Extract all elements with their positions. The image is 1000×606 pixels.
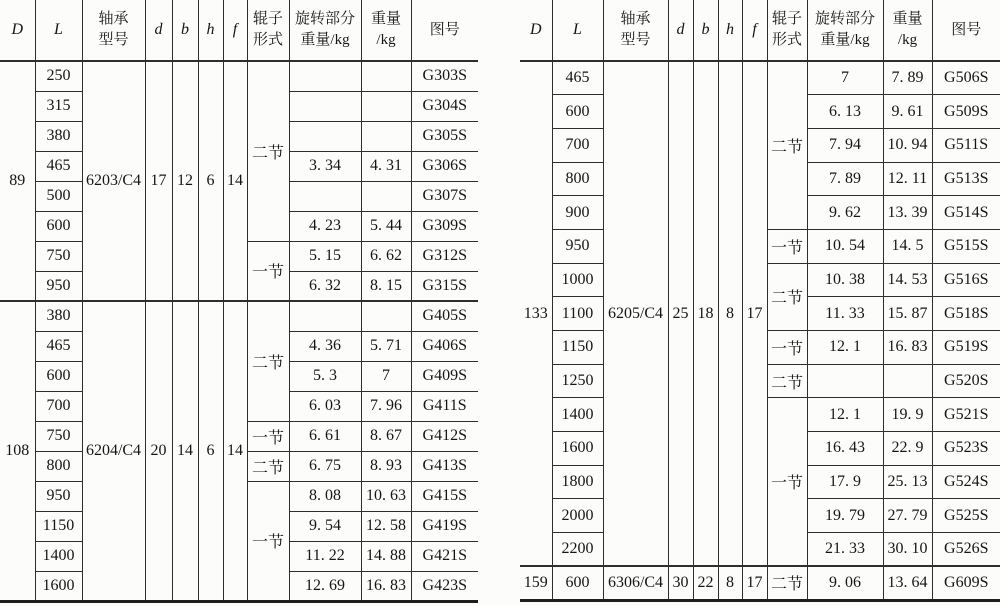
cell-rotating-weight: 17. 9 <box>807 465 883 499</box>
cell-dim-d: 17 <box>145 61 172 301</box>
col-header-L: L <box>552 0 603 61</box>
col-header-rotating-weight <box>289 0 361 61</box>
col-header-weight-line2: /kg <box>897 32 918 48</box>
cell-weight: 15. 87 <box>883 297 932 331</box>
cell-figure-number: G411S <box>411 391 478 421</box>
cell-weight: 14. 53 <box>883 263 932 297</box>
cell-figure-number: G419S <box>411 511 478 541</box>
cell-figure-number: G518S <box>932 297 1000 331</box>
cell-figure-number: G306S <box>411 151 478 181</box>
cell-length-L: 950 <box>35 481 82 511</box>
cell-rotating-weight <box>289 61 361 91</box>
cell-length-L: 1400 <box>552 398 603 432</box>
cell-roller-form: 一节 <box>767 398 807 566</box>
cell-figure-number: G523S <box>932 432 1000 466</box>
cell-roller-form: 一节 <box>247 421 289 451</box>
col-header-roller-form <box>247 0 289 61</box>
cell-weight: 13. 64 <box>883 566 932 600</box>
col-header-rotating-line2: 重量/kg <box>820 32 870 48</box>
cell-figure-number: G303S <box>411 61 478 91</box>
col-header-rotating-line1: 旋转部分 <box>814 11 875 27</box>
cell-rotating-weight: 12. 1 <box>807 398 883 432</box>
col-header-roller-line1: 辊子 <box>771 11 802 27</box>
col-header-rotating-weight <box>807 0 883 61</box>
cell-figure-number: G406S <box>411 331 478 361</box>
cell-dim-h: 6 <box>198 301 223 601</box>
cell-length-L: 1250 <box>552 364 603 398</box>
col-header-weight <box>883 0 932 61</box>
cell-bearing-model: 6203/C4 <box>82 61 145 301</box>
cell-rotating-weight <box>289 121 361 151</box>
col-header-roller-line2: 形式 <box>252 32 283 48</box>
cell-diameter-D: 133 <box>520 61 552 566</box>
cell-dim-d: 30 <box>668 566 693 600</box>
cell-figure-number: G526S <box>932 533 1000 567</box>
cell-length-L: 1400 <box>35 541 82 571</box>
cell-figure-number: G307S <box>411 181 478 211</box>
cell-figure-number: G305S <box>411 121 478 151</box>
cell-length-L: 700 <box>552 128 603 162</box>
cell-figure-number: G405S <box>411 301 478 331</box>
cell-length-L: 950 <box>35 271 82 301</box>
cell-dim-b: 18 <box>693 61 718 566</box>
cell-length-L: 380 <box>35 301 82 331</box>
col-header-roller-form <box>767 0 807 61</box>
cell-figure-number: G513S <box>932 162 1000 196</box>
cell-figure-number: G525S <box>932 499 1000 533</box>
cell-weight: 25. 13 <box>883 465 932 499</box>
cell-bearing-model: 6306/C4 <box>603 566 668 600</box>
col-header-D: D <box>0 0 35 61</box>
cell-length-L: 465 <box>552 61 603 95</box>
cell-length-L: 500 <box>35 181 82 211</box>
cell-dim-h: 6 <box>198 61 223 301</box>
col-header-h: h <box>718 0 742 61</box>
cell-roller-form: 二节 <box>247 301 289 421</box>
cell-weight: 8. 93 <box>361 451 411 481</box>
header-row <box>0 0 478 61</box>
cell-weight: 10. 94 <box>883 128 932 162</box>
cell-figure-number: G521S <box>932 398 1000 432</box>
col-header-bearing-line1: 轴承 <box>98 11 129 27</box>
spec-table-right <box>520 0 1000 602</box>
table-row <box>520 566 1000 600</box>
header-row <box>520 0 1000 61</box>
cell-length-L: 1150 <box>552 331 603 365</box>
col-header-weight-line2: /kg <box>376 32 396 48</box>
col-header-D: D <box>520 0 552 61</box>
col-header-figure-number: 图号 <box>411 0 478 61</box>
cell-figure-number: G609S <box>932 566 1000 600</box>
cell-figure-number: G524S <box>932 465 1000 499</box>
cell-roller-form: 一节 <box>247 241 289 301</box>
cell-rotating-weight: 11. 22 <box>289 541 361 571</box>
cell-figure-number: G519S <box>932 331 1000 365</box>
cell-rotating-weight <box>289 91 361 121</box>
cell-rotating-weight <box>807 364 883 398</box>
cell-weight: 12. 11 <box>883 162 932 196</box>
cell-weight: 7 <box>361 361 411 391</box>
cell-rotating-weight: 5. 15 <box>289 241 361 271</box>
cell-figure-number: G515S <box>932 229 1000 263</box>
cell-figure-number: G312S <box>411 241 478 271</box>
cell-weight: 19. 9 <box>883 398 932 432</box>
cell-length-L: 950 <box>552 229 603 263</box>
cell-diameter-D: 108 <box>0 301 35 601</box>
cell-weight: 14. 88 <box>361 541 411 571</box>
cell-rotating-weight: 21. 33 <box>807 533 883 567</box>
cell-length-L: 1600 <box>552 432 603 466</box>
cell-weight <box>361 91 411 121</box>
cell-rotating-weight: 11. 33 <box>807 297 883 331</box>
table-row <box>520 61 1000 95</box>
cell-dim-h: 8 <box>718 566 742 600</box>
cell-weight <box>361 61 411 91</box>
table-row <box>0 301 478 331</box>
col-header-weight-line1: 重量 <box>370 11 401 27</box>
cell-bearing-model: 6205/C4 <box>603 61 668 566</box>
col-header-h: h <box>198 0 223 61</box>
cell-length-L: 600 <box>35 211 82 241</box>
cell-rotating-weight: 6. 13 <box>807 95 883 129</box>
cell-figure-number: G409S <box>411 361 478 391</box>
cell-roller-form: 二节 <box>767 566 807 600</box>
cell-rotating-weight: 4. 36 <box>289 331 361 361</box>
cell-roller-form: 二节 <box>767 61 807 229</box>
cell-weight <box>361 181 411 211</box>
cell-roller-form: 二节 <box>247 61 289 241</box>
cell-weight <box>361 121 411 151</box>
cell-roller-form: 二节 <box>767 364 807 398</box>
cell-weight: 27. 79 <box>883 499 932 533</box>
cell-length-L: 2000 <box>552 499 603 533</box>
col-header-bearing-model <box>603 0 668 61</box>
cell-weight: 9. 61 <box>883 95 932 129</box>
col-header-roller-line1: 辊子 <box>252 11 283 27</box>
cell-weight <box>883 364 932 398</box>
cell-length-L: 1150 <box>35 511 82 541</box>
cell-length-L: 465 <box>35 151 82 181</box>
col-header-f: f <box>223 0 247 61</box>
cell-length-L: 250 <box>35 61 82 91</box>
cell-length-L: 1100 <box>552 297 603 331</box>
cell-dim-b: 14 <box>172 301 198 601</box>
cell-length-L: 380 <box>35 121 82 151</box>
cell-rotating-weight: 12. 1 <box>807 331 883 365</box>
cell-roller-form: 一节 <box>767 229 807 263</box>
cell-dim-b: 22 <box>693 566 718 600</box>
col-header-f: f <box>742 0 767 61</box>
cell-rotating-weight: 12. 69 <box>289 571 361 601</box>
cell-figure-number: G506S <box>932 61 1000 95</box>
cell-dim-f: 14 <box>223 61 247 301</box>
cell-rotating-weight: 4. 23 <box>289 211 361 241</box>
cell-figure-number: G516S <box>932 263 1000 297</box>
cell-rotating-weight: 5. 3 <box>289 361 361 391</box>
cell-rotating-weight: 9. 54 <box>289 511 361 541</box>
cell-figure-number: G415S <box>411 481 478 511</box>
cell-rotating-weight: 9. 62 <box>807 196 883 230</box>
cell-bearing-model: 6204/C4 <box>82 301 145 601</box>
col-header-rotating-line2: 重量/kg <box>300 32 350 48</box>
cell-figure-number: G413S <box>411 451 478 481</box>
cell-rotating-weight: 6. 75 <box>289 451 361 481</box>
cell-weight: 5. 44 <box>361 211 411 241</box>
col-header-b: b <box>172 0 198 61</box>
cell-weight: 8. 67 <box>361 421 411 451</box>
cell-length-L: 1000 <box>552 263 603 297</box>
cell-length-L: 1600 <box>35 571 82 601</box>
cell-length-L: 2200 <box>552 533 603 567</box>
cell-figure-number: G514S <box>932 196 1000 230</box>
cell-length-L: 315 <box>35 91 82 121</box>
cell-weight: 16. 83 <box>361 571 411 601</box>
cell-dim-d: 20 <box>145 301 172 601</box>
cell-weight: 5. 71 <box>361 331 411 361</box>
cell-length-L: 600 <box>552 566 603 600</box>
cell-length-L: 900 <box>552 196 603 230</box>
cell-rotating-weight <box>289 301 361 331</box>
cell-weight: 10. 63 <box>361 481 411 511</box>
cell-diameter-D: 159 <box>520 566 552 600</box>
cell-dim-b: 12 <box>172 61 198 301</box>
col-header-bearing-line1: 轴承 <box>620 11 651 27</box>
cell-rotating-weight: 9. 06 <box>807 566 883 600</box>
cell-roller-form: 二节 <box>767 263 807 330</box>
cell-length-L: 750 <box>35 421 82 451</box>
cell-length-L: 600 <box>552 95 603 129</box>
spec-table-left <box>0 0 478 603</box>
cell-figure-number: G520S <box>932 364 1000 398</box>
cell-rotating-weight: 7. 94 <box>807 128 883 162</box>
col-header-d: d <box>145 0 172 61</box>
col-header-weight-line1: 重量 <box>892 11 923 27</box>
cell-length-L: 800 <box>35 451 82 481</box>
cell-rotating-weight: 10. 38 <box>807 263 883 297</box>
cell-roller-form: 二节 <box>247 451 289 481</box>
cell-rotating-weight <box>289 181 361 211</box>
cell-dim-f: 17 <box>742 61 767 566</box>
cell-rotating-weight: 6. 61 <box>289 421 361 451</box>
cell-length-L: 700 <box>35 391 82 421</box>
cell-weight: 14. 5 <box>883 229 932 263</box>
cell-weight: 12. 58 <box>361 511 411 541</box>
cell-length-L: 465 <box>35 331 82 361</box>
table-row <box>0 61 478 91</box>
cell-rotating-weight: 6. 03 <box>289 391 361 421</box>
cell-weight <box>361 301 411 331</box>
cell-diameter-D: 89 <box>0 61 35 301</box>
col-header-bearing-line2: 型号 <box>98 32 129 48</box>
cell-figure-number: G511S <box>932 128 1000 162</box>
cell-weight: 8. 15 <box>361 271 411 301</box>
col-header-roller-line2: 形式 <box>771 32 802 48</box>
cell-length-L: 750 <box>35 241 82 271</box>
cell-dim-h: 8 <box>718 61 742 566</box>
cell-rotating-weight: 16. 43 <box>807 432 883 466</box>
cell-dim-d: 25 <box>668 61 693 566</box>
cell-figure-number: G421S <box>411 541 478 571</box>
cell-roller-form: 一节 <box>247 481 289 601</box>
cell-weight: 13. 39 <box>883 196 932 230</box>
col-header-weight <box>361 0 411 61</box>
col-header-d: d <box>668 0 693 61</box>
cell-dim-f: 14 <box>223 301 247 601</box>
cell-figure-number: G423S <box>411 571 478 601</box>
col-header-b: b <box>693 0 718 61</box>
cell-rotating-weight: 19. 79 <box>807 499 883 533</box>
col-header-figure-number: 图号 <box>932 0 1000 61</box>
cell-weight: 7. 89 <box>883 61 932 95</box>
col-header-L: L <box>35 0 82 61</box>
col-header-rotating-line1: 旋转部分 <box>294 11 355 27</box>
cell-figure-number: G309S <box>411 211 478 241</box>
cell-roller-form: 一节 <box>767 331 807 365</box>
cell-length-L: 1800 <box>552 465 603 499</box>
cell-dim-f: 17 <box>742 566 767 600</box>
cell-length-L: 600 <box>35 361 82 391</box>
cell-weight: 6. 62 <box>361 241 411 271</box>
cell-rotating-weight: 10. 54 <box>807 229 883 263</box>
cell-rotating-weight: 8. 08 <box>289 481 361 511</box>
cell-rotating-weight: 6. 32 <box>289 271 361 301</box>
cell-length-L: 800 <box>552 162 603 196</box>
cell-rotating-weight: 7. 89 <box>807 162 883 196</box>
cell-rotating-weight: 3. 34 <box>289 151 361 181</box>
cell-figure-number: G412S <box>411 421 478 451</box>
col-header-bearing-line2: 型号 <box>620 32 651 48</box>
cell-weight: 4. 31 <box>361 151 411 181</box>
cell-weight: 7. 96 <box>361 391 411 421</box>
cell-weight: 30. 10 <box>883 533 932 567</box>
cell-figure-number: G304S <box>411 91 478 121</box>
col-header-bearing-model <box>82 0 145 61</box>
cell-figure-number: G315S <box>411 271 478 301</box>
cell-rotating-weight: 7 <box>807 61 883 95</box>
cell-weight: 16. 83 <box>883 331 932 365</box>
cell-figure-number: G509S <box>932 95 1000 129</box>
cell-weight: 22. 9 <box>883 432 932 466</box>
